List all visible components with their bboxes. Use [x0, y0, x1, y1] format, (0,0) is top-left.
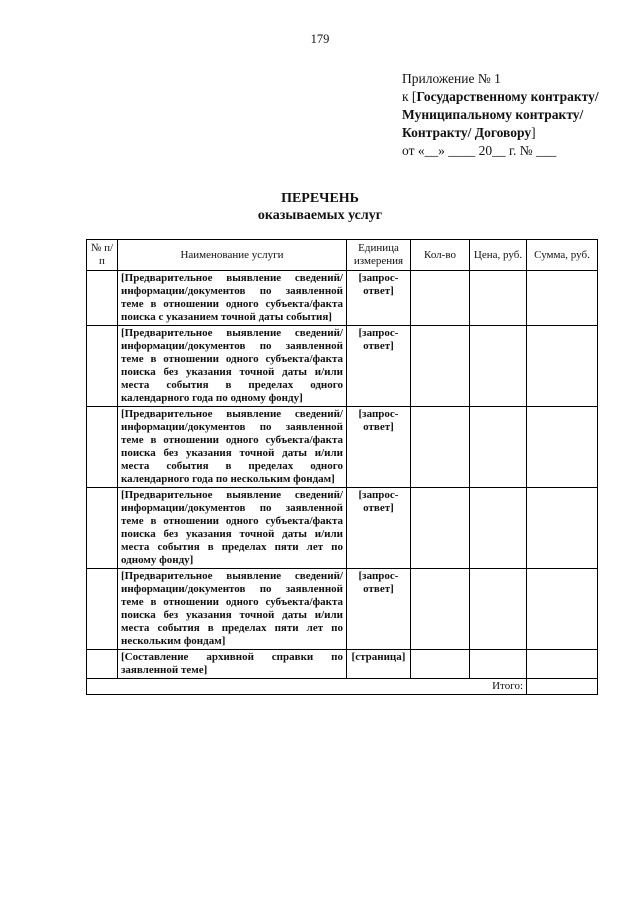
cell-service-name: [Предварительное выявление сведений/информации/документов по заявленной теме в отношении одного субъекта/факта поиска с указанием точной даты события] — [118, 271, 347, 326]
cell-qty — [411, 650, 470, 679]
cell-service-name: [Предварительное выявление сведений/информации/документов по заявленной теме в отношении одного субъекта/факта поиска без указания точной даты и/или места события в пределах одного календарного года по одному фонду] — [118, 326, 347, 407]
appendix-contract-types: Государственному контракту/Муниципальному контракту/Контракту/ Договору — [402, 89, 599, 140]
header-qty: Кол-во — [411, 240, 470, 271]
header-unit: Единица измерения — [347, 240, 411, 271]
cell-qty — [411, 488, 470, 569]
cell-qty — [411, 407, 470, 488]
appendix-contract-ref — [402, 88, 617, 142]
cell-unit: [запрос-ответ] — [347, 326, 411, 407]
appendix-title: Приложение № 1 — [402, 71, 501, 86]
cell-num — [87, 326, 118, 407]
cell-qty — [411, 326, 470, 407]
title-sub: оказываемых услуг — [257, 208, 383, 223]
table-row — [87, 407, 598, 488]
cell-unit: [страница] — [347, 650, 411, 679]
appendix-prefix: к [ — [402, 89, 417, 104]
total-row — [87, 679, 598, 695]
cell-qty — [411, 271, 470, 326]
cell-service-name: [Предварительное выявление сведений/информации/документов по заявленной теме в отношении одного субъекта/факта поиска без указания точной даты и/или места события в пределах одного календарного года по нескольким фондам] — [118, 407, 347, 488]
table-row — [87, 488, 598, 569]
cell-price — [470, 650, 527, 679]
table-row — [87, 326, 598, 407]
header-num: № п/п — [87, 240, 118, 271]
title-main: ПЕРЕЧЕНЬ — [281, 191, 359, 206]
cell-unit: [запрос-ответ] — [347, 488, 411, 569]
cell-price — [470, 569, 527, 650]
document-title — [0, 190, 640, 224]
appendix-block — [402, 70, 617, 160]
services-table — [86, 239, 598, 695]
cell-sum — [527, 569, 598, 650]
cell-num — [87, 488, 118, 569]
appendix-suffix: ] — [531, 125, 536, 140]
total-sum-cell — [527, 679, 598, 695]
cell-num — [87, 271, 118, 326]
cell-num — [87, 569, 118, 650]
header-sum: Сумма, руб. — [527, 240, 598, 271]
cell-sum — [527, 650, 598, 679]
cell-sum — [527, 326, 598, 407]
cell-unit: [запрос-ответ] — [347, 271, 411, 326]
table-row — [87, 650, 598, 679]
cell-price — [470, 488, 527, 569]
cell-price — [470, 271, 527, 326]
cell-num — [87, 407, 118, 488]
cell-service-name: [Предварительное выявление сведений/информации/документов по заявленной теме в отношении одного субъекта/факта поиска без указания точной даты и/или места события в пределах пяти лет по нескольким фондам] — [118, 569, 347, 650]
table-header-row — [87, 240, 598, 271]
cell-unit: [запрос-ответ] — [347, 569, 411, 650]
cell-sum — [527, 407, 598, 488]
cell-qty — [411, 569, 470, 650]
page-number: 179 — [310, 32, 330, 46]
appendix-date-line: от «__» ____ 20__ г. № ___ — [402, 143, 557, 158]
cell-service-name: [Предварительное выявление сведений/информации/документов по заявленной теме в отношении одного субъекта/факта поиска без указания точной даты и/или места события в пределах пяти лет по одному фонду] — [118, 488, 347, 569]
cell-price — [470, 326, 527, 407]
header-price: Цена, руб. — [470, 240, 527, 271]
cell-service-name: [Составление архивной справки по заявленной теме] — [118, 650, 347, 679]
table-row — [87, 569, 598, 650]
cell-price — [470, 407, 527, 488]
cell-sum — [527, 488, 598, 569]
cell-sum — [527, 271, 598, 326]
table-row — [87, 271, 598, 326]
total-label: Итого: — [87, 679, 527, 695]
cell-num — [87, 650, 118, 679]
header-name: Наименование услуги — [118, 240, 347, 271]
cell-unit: [запрос-ответ] — [347, 407, 411, 488]
